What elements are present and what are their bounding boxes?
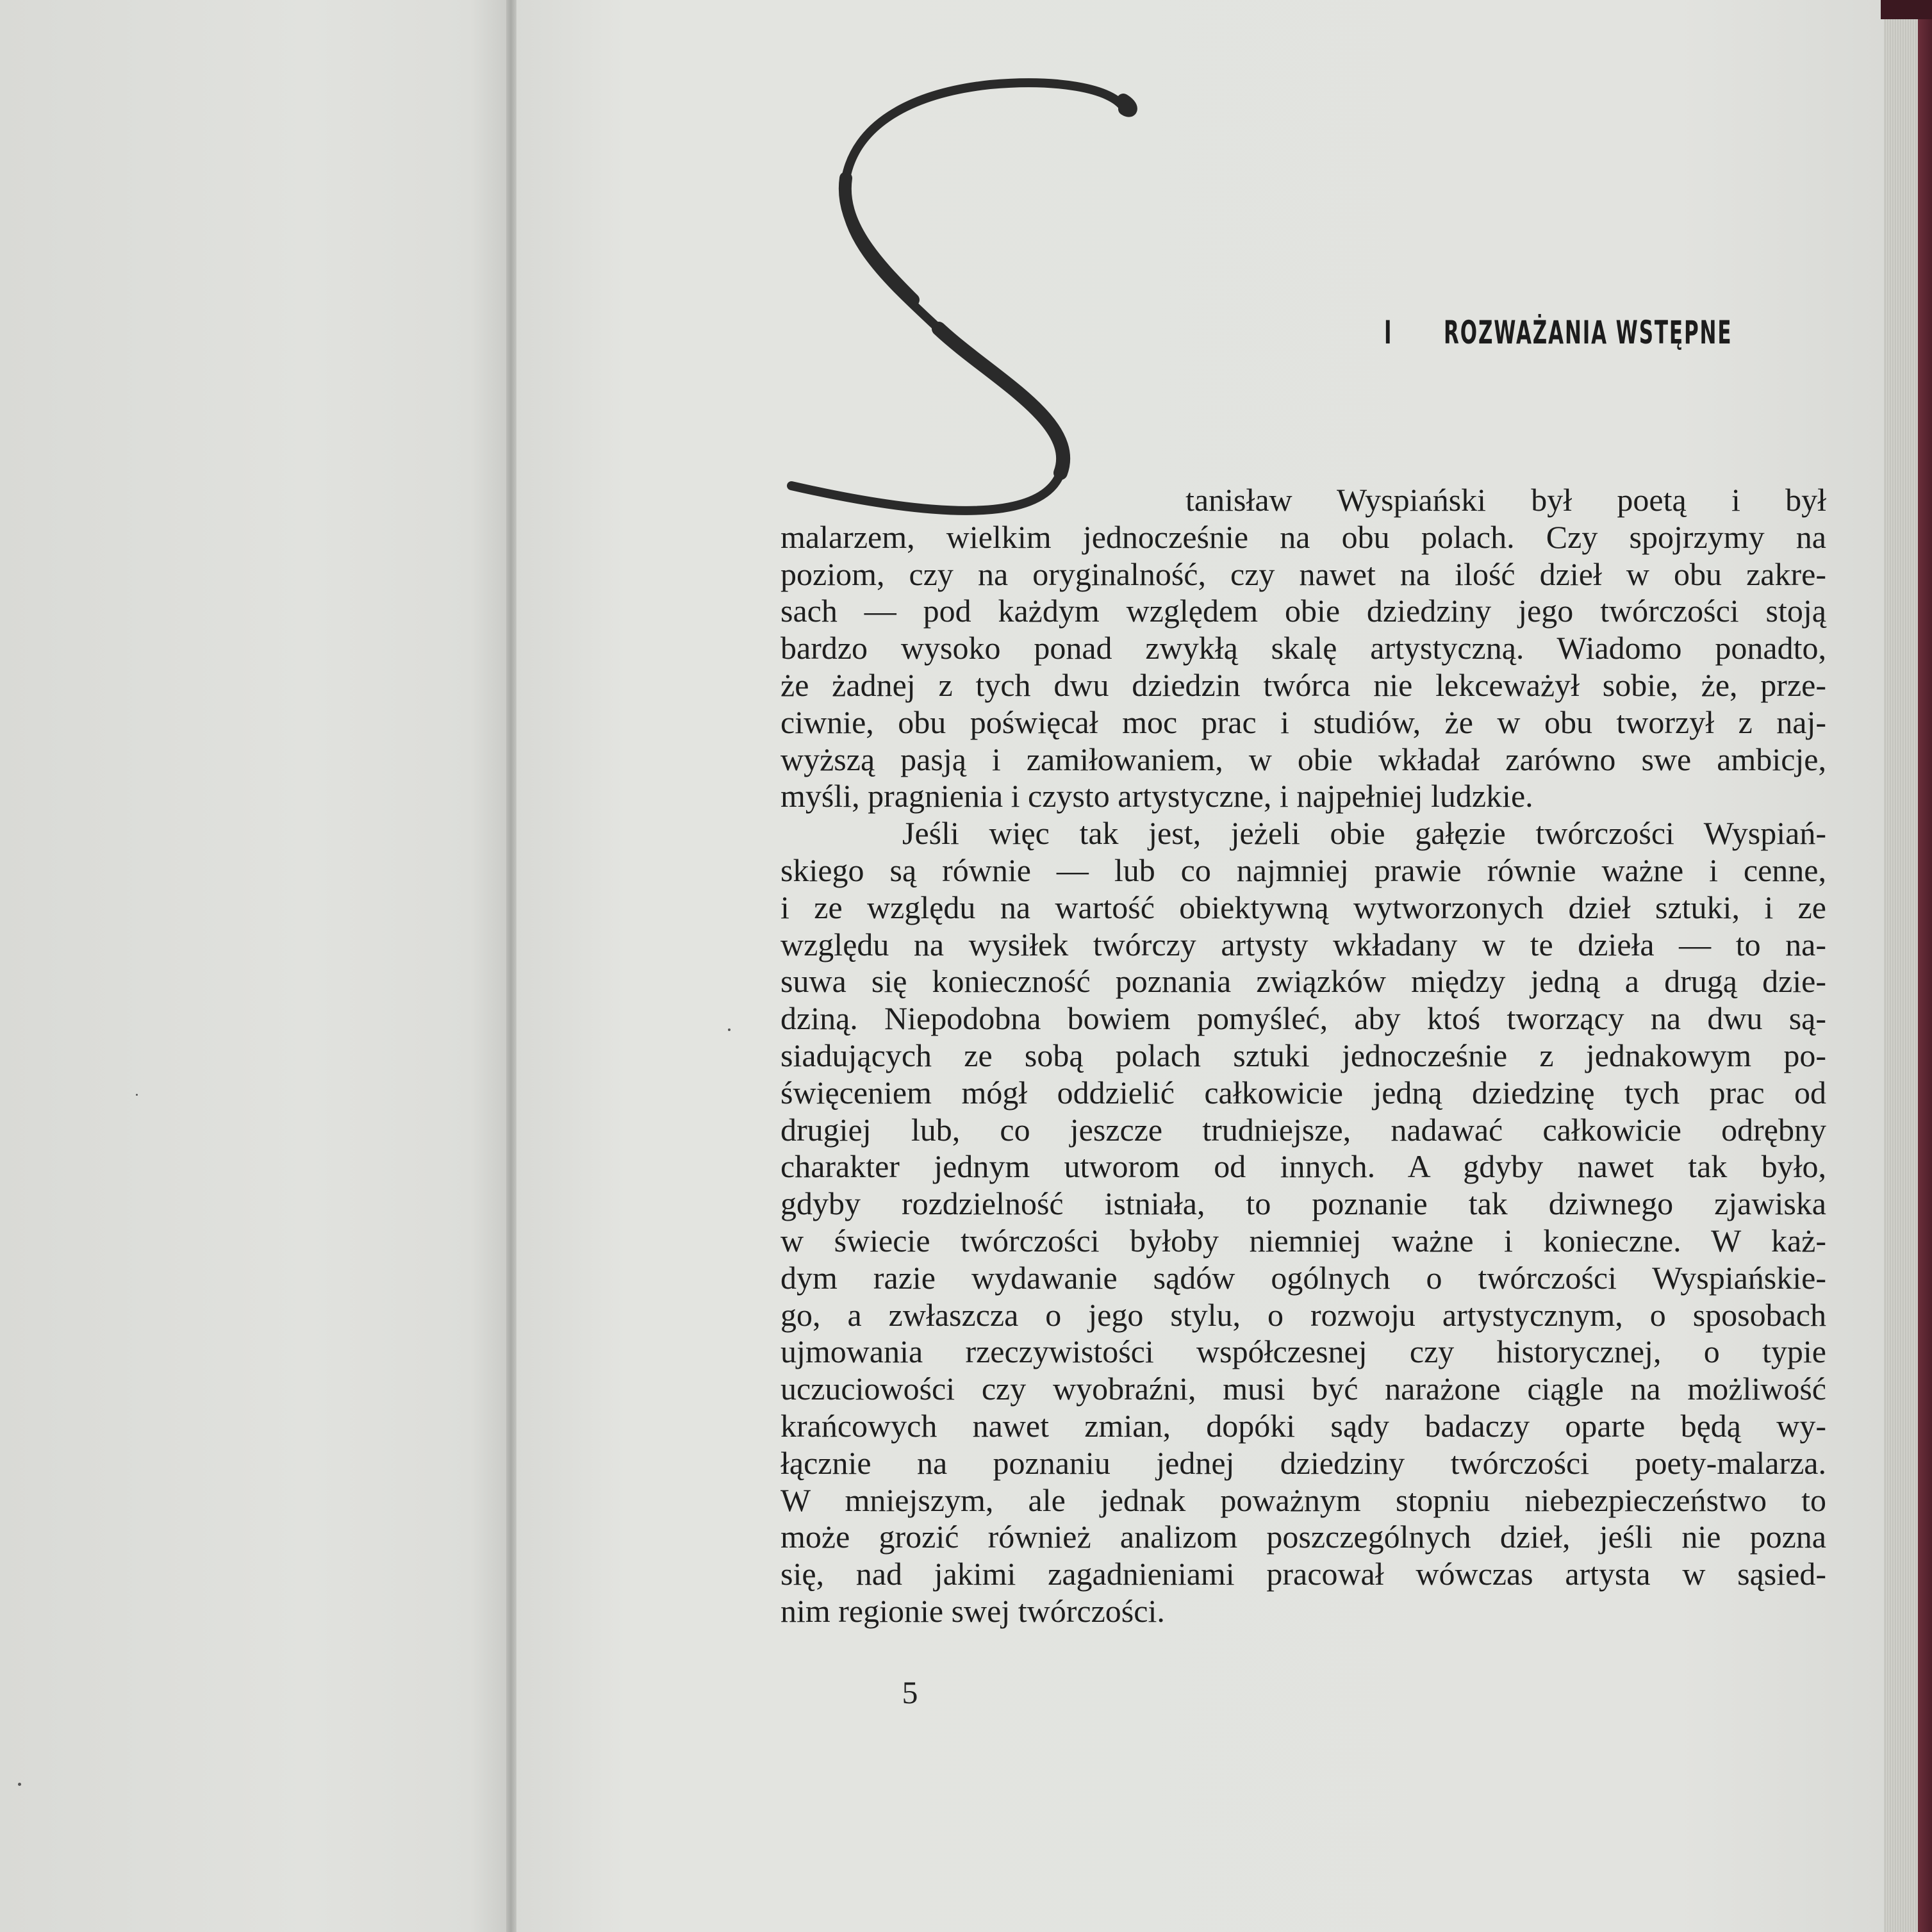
text-line: łącznie na poznaniu jednej dziedziny twórczości poety-malarza. bbox=[780, 1444, 1826, 1481]
text-line: Jeśli więc tak jest, jeżeli obie gałęzie twórczości Wyspiań- bbox=[902, 815, 1826, 852]
body-text bbox=[780, 482, 1826, 1630]
paper-speck bbox=[18, 1783, 21, 1786]
text-line: wyższą pasją i zamiłowaniem, w obie wkładał zarówno swe ambicje, bbox=[780, 741, 1826, 777]
book-gutter bbox=[506, 0, 516, 1932]
paragraph-1 bbox=[780, 482, 1826, 815]
chapter-title: ROZWAŻANIA WSTĘPNE bbox=[1444, 314, 1733, 351]
text-line: tanisław Wyspiański był poetą i był bbox=[1185, 482, 1826, 518]
text-line: ciwnie, obu poświęcał moc prac i studiów, że w obu tworzył z naj- bbox=[780, 704, 1826, 740]
text-line: sach — pod każdym względem obie dziedziny jego twórczości stoją bbox=[780, 593, 1826, 629]
text-line: malarzem, wielkim jednocześnie na obu polach. Czy spojrzymy na bbox=[780, 518, 1826, 555]
drop-cap-letter bbox=[779, 76, 1137, 518]
text-line: dziną. Niepodobna bowiem pomyśleć, aby ktoś tworzący na dwu są- bbox=[780, 1000, 1826, 1037]
text-line: poziom, czy na oryginalność, czy nawet na ilość dzieł w obu zakre- bbox=[780, 556, 1826, 592]
paper-speck bbox=[136, 1094, 138, 1096]
text-line: święceniem mógł oddzielić całkowicie jedną dziedzinę tych prac od bbox=[780, 1074, 1826, 1110]
text-line: ujmowania rzeczywistości współczesnej czy historycznej, o typie bbox=[780, 1333, 1826, 1370]
text-line: może grozić również analizom poszczególnych dzieł, jeśli nie pozna bbox=[780, 1519, 1826, 1555]
text-line: względu na wysiłek twórczy artysty wkładany w te dzieła — to na- bbox=[780, 926, 1826, 962]
text-line: skiego są równie — lub co najmniej prawie równie ważne i cenne, bbox=[780, 852, 1826, 888]
text-line: bardzo wysoko ponad zwykłą skalę artystyczną. Wiadomo ponadto, bbox=[780, 630, 1826, 666]
text-line: krańcowych nawet zmian, dopóki sądy badaczy oparte będą wy- bbox=[780, 1407, 1826, 1444]
text-line: charakter jednym utworom od innych. A gdyby nawet tak było, bbox=[780, 1148, 1826, 1185]
text-line: W mniejszym, ale jednak poważnym stopniu niebezpieczeństwo to bbox=[780, 1482, 1826, 1518]
text-line: myśli, pragnienia i czysto artystyczne, i najpełniej ludzkie. bbox=[780, 778, 1533, 814]
text-line: uczuciowości czy wyobraźni, musi być narażone ciągle na możliwość bbox=[780, 1371, 1826, 1407]
paragraph-2 bbox=[780, 815, 1826, 1630]
text-line: gdyby rozdzielność istniała, to poznanie tak dziwnego zjawiska bbox=[780, 1185, 1826, 1222]
text-line: w świecie twórczości byłoby niemniej ważne i konieczne. W każ- bbox=[780, 1222, 1826, 1259]
text-line: dym razie wydawanie sądów ogólnych o twórczości Wyspiańskie- bbox=[780, 1259, 1826, 1296]
paper-speck bbox=[728, 1028, 731, 1031]
chapter-heading bbox=[1384, 314, 1733, 359]
left-page-blank bbox=[0, 0, 511, 1932]
text-line: i ze względu na wartość obiektywną wytworzonych dzieł sztuki, i ze bbox=[780, 889, 1826, 925]
text-line: suwa się konieczność poznania związków między jedną a drugą dzie- bbox=[780, 963, 1826, 1000]
text-line: że żadnej z tych dwu dziedzin twórca nie lekceważył sobie, że, prze- bbox=[780, 666, 1826, 703]
text-line: go, a zwłaszcza o jego stylu, o rozwoju artystycznym, o sposobach bbox=[780, 1296, 1826, 1333]
text-line: siadujących ze sobą polach sztuki jednocześnie z jednakowym po- bbox=[780, 1037, 1826, 1073]
page-number: 5 bbox=[902, 1674, 918, 1710]
book-cover-corner bbox=[1881, 0, 1932, 19]
text-line: drugiej lub, co jeszcze trudniejsze, nadawać całkowicie odrębny bbox=[780, 1111, 1826, 1148]
chapter-number: I bbox=[1384, 314, 1393, 351]
text-line: nim regionie swej twórczości. bbox=[780, 1592, 1165, 1629]
text-line: się, nad jakimi zagadnieniami pracował wówczas artysta w sąsied- bbox=[780, 1556, 1826, 1592]
book-cover-edge bbox=[1918, 0, 1932, 1932]
